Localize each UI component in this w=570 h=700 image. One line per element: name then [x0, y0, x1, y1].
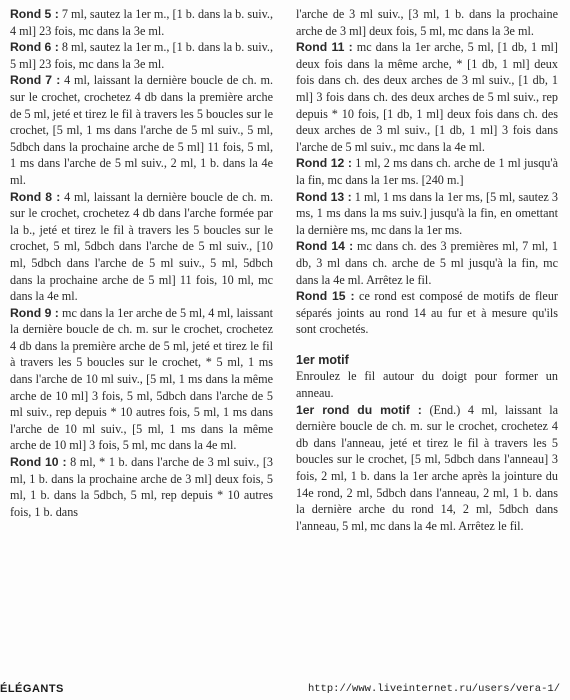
paragraph-rond-14: Rond 14 : mc dans ch. des 3 premières ml, 7 ml, 1 db, 3 ml dans ch. arche de 5 ml jusqu'à la fin, mc dans la 4e ml. Arrêtez le fil. [296, 239, 558, 287]
watermark-url: http://www.liveinternet.ru/users/vera-1/ [307, 683, 560, 695]
paragraph-rond-7: Rond 7 : 4 ml, laissant la dernière boucle de ch. m. sur le crochet, crochetez 4 db dans la première arche de 5 ml, jeté et tirez le fil à travers les 5 boucles sur le crochet, [5 ml, 1 ms dans l'arche de 5 ml suiv., 5 ml, 5dbch dans la prochaine arche de 5 ml] 11 fois, 5 ml, 1 ms dans l'arche de 5 ml suiv., 2 ml, 1 b. dans la 4e ml. [10, 73, 274, 187]
paragraph-rond-12: Rond 12 : 1 ml, 2 ms dans ch. arche de 1 ml jusqu'à la fin, mc dans la 1er ms. [240 m.] [296, 156, 558, 187]
paragraph-rond-11: Rond 11 : mc dans la 1er arche, 5 ml, [1 db, 1 ml] deux fois dans la même arche, * [1 db, 1 ml] deux fois dans ch. des deux arches de 3 ml suiv., [1 db, 1 ml] 3 fois dans ch. des deux arches de 5 ml suiv., rep depuis * 10 fois, [1 db, 1 ml] deux fois dans ch. des deux arches de 3 ml suiv., [1 db, 1 ml] 3 fois dans l'arche de 5 ml suiv., mc dans la 4e ml. [296, 40, 558, 154]
right-column [296, 6, 558, 534]
paragraph-rond-10-continued: l'arche de 3 ml suiv., [3 ml, 1 b. dans la prochaine arche de 3 ml] deux fois, 5 ml, mc dans la 3e ml. [296, 7, 558, 38]
motif-intro: Enroulez le fil autour du doigt pour former un anneau. [296, 369, 558, 401]
motif-heading: 1er motif [296, 352, 349, 367]
paragraph-rond-5: Rond 5 : 7 ml, sautez la 1er m., [1 b. dans la b. suiv., 4 ml] 23 fois, mc dans la 3e ml. [10, 7, 273, 38]
left-column [10, 6, 273, 520]
paragraph-rond-15: Rond 15 : ce rond est composé de motifs de fleur séparés joints au rond 14 au fur et à mesure qu'ils sont crochetés. [296, 289, 558, 337]
magazine-footer-label: ÉLÉGANTS [0, 683, 64, 695]
paragraph-rond-13: Rond 13 : 1 ml, 1 ms dans la 1er ms, [5 ml, sautez 3 ms, 1 ms dans la ms suiv.] jusqu'à la fin, en omettant la dernière ms, mc dans la 1er ms. [296, 189, 558, 237]
paragraph-rond-6: Rond 6 : 8 ml, sautez la 1er m., [1 b. dans la b. suiv., 5 ml] 23 fois, mc dans la 3e ml. [10, 40, 273, 71]
paragraph-rond-8: Rond 8 : 4 ml, laissant la dernière boucle de ch. m. sur le crochet, crochetez 4 db dans l'arche formée par la b., jeté et tirez le fil à travers les 5 boucles sur le crochet, 5 ml, 5dbch dans l'arche de 5 ml suiv., [10 ml, 5dbch dans l'arche de 5 ml suiv., 5 ml, 5dbch dans la prochaine arche de 5 ml] 11 fois, 10 ml, mc dans la 4e ml. [10, 189, 274, 304]
paragraph-rond-9: Rond 9 : mc dans la 1er arche de 5 ml, 4 ml, laissant la dernière boucle de ch. m. sur le crochet, crochetez 4 db dans la première arche de 5 ml, jeté et tirez le fil à travers les 5 boucles sur le crochet, * 5 ml, 1 ms dans l'arche de 10 ml suiv., [5 ml, 1 ms dans la même arche de 10 ml] 3 fois, 5 ml, 5dbch dans l'arche de 5 ml suiv., rep depuis * 10 autres fois, 5 ml, 1 ms dans l'arche de 10 ml suiv., [5 ml, 1 ms dans la même arche de 10 ml] 3 fois, 5 ml, mc dans la 4e ml. [10, 305, 273, 453]
paragraph-motif-round-1: 1er rond du motif : (End.) 4 ml, laissant la dernière boucle de ch. m. sur le crochet, crochetez 4 db dans l'anneau, jeté et tirez le fil à travers les 5 boucles sur le crochet, [5 ml, 5dbch dans l'anneau] 3 fois, 2 ml, 1 b. dans la 1er arche après la jointure du 14e rond, 2 ml, 5dbch dans l'anneau, 2 ml, 1 b. dans la dernière arche du rond 14, 2 ml, 5dbch dans l'anneau, 5 ml, mc dans la 4e ml. Arrêtez le fil. [296, 402, 559, 533]
paragraph-rond-10: Rond 10 : 8 ml, * 1 b. dans l'arche de 3 ml suiv., [3 ml, 1 b. dans la prochaine arche de 3 ml] deux fois, 5 ml, 1 b. dans la 5dbch, 5 ml, rep depuis * 10 autres fois, 1 b. dans [10, 455, 273, 519]
